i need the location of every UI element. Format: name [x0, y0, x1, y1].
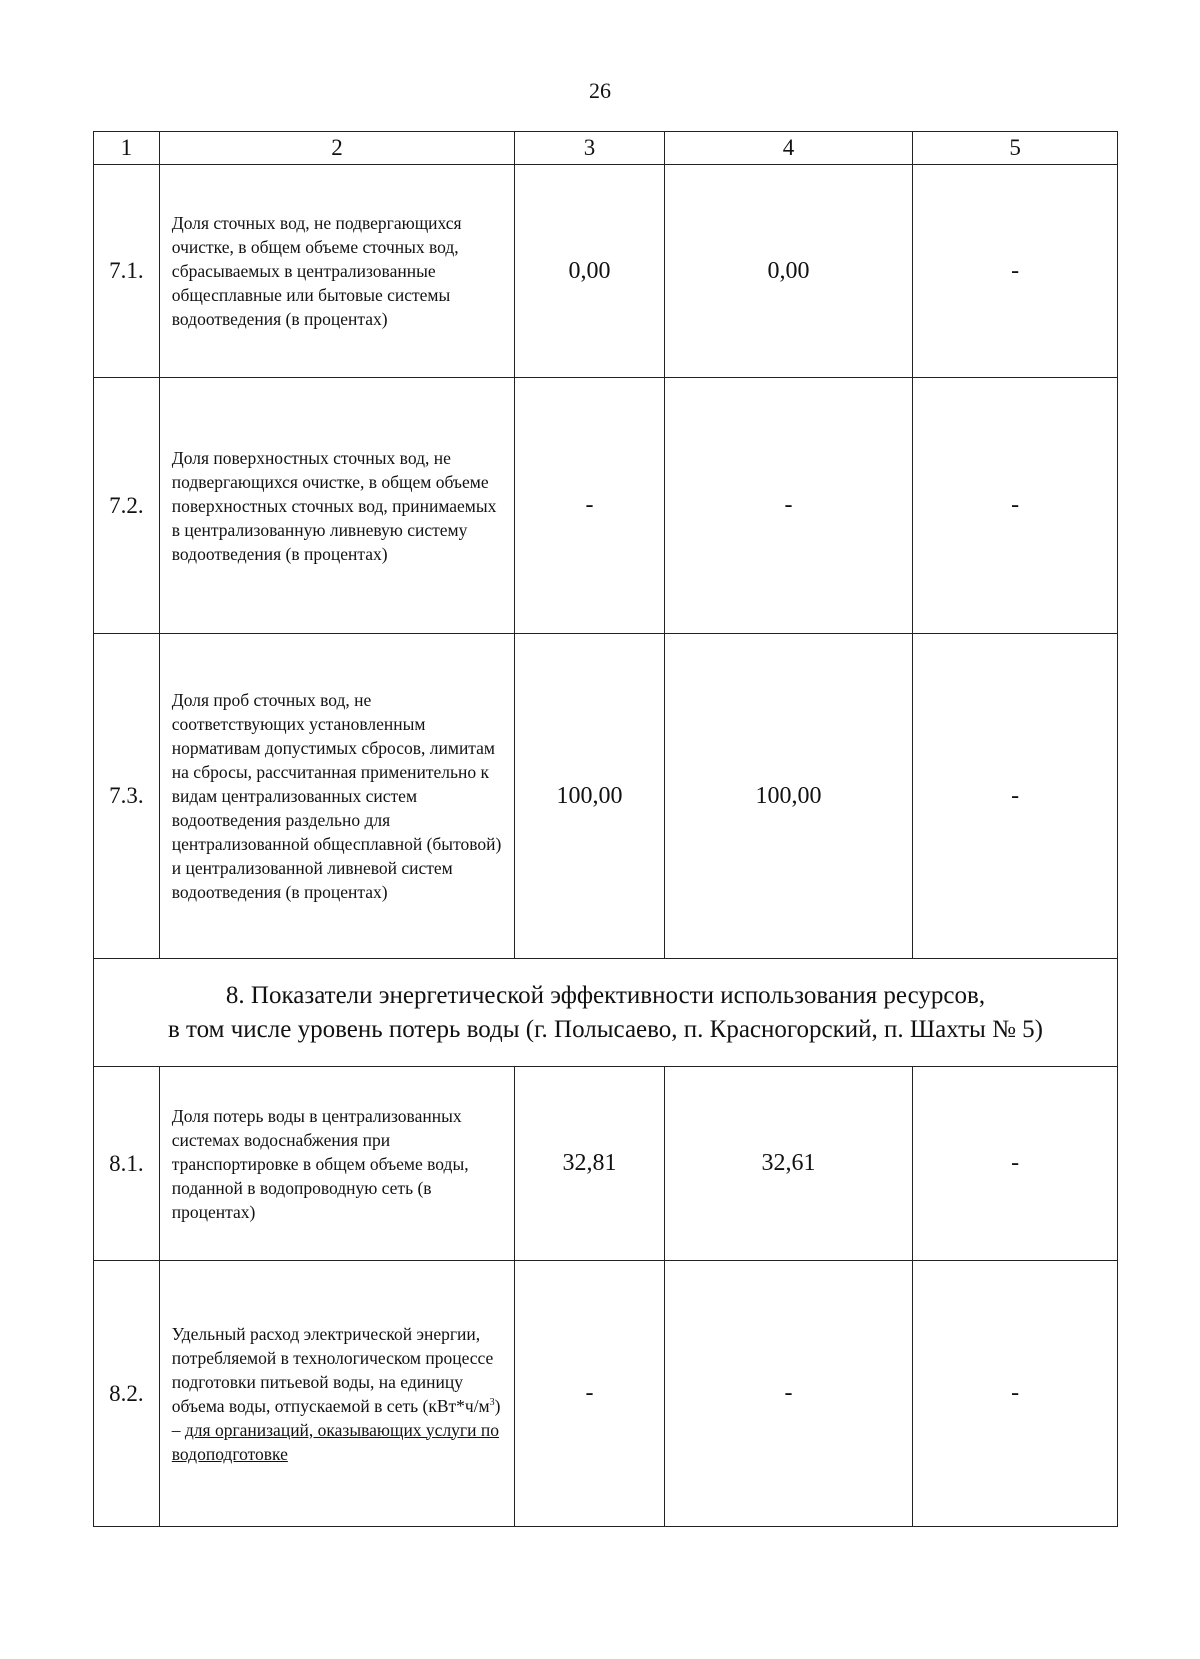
table-row-8-1	[94, 1067, 1118, 1261]
value-col-3: -	[515, 1261, 665, 1527]
row-number: 7.2.	[94, 378, 160, 634]
value-col-4: 100,00	[664, 634, 912, 959]
section-8-title-line-2: в том числе уровень потерь воды (г. Полысаево, п. Красногорский, п. Шахты № 5)	[167, 1015, 1043, 1043]
value-col-4: -	[664, 1261, 912, 1527]
table-row-8-2	[94, 1261, 1118, 1527]
row-description	[159, 1261, 514, 1527]
row-number: 8.2.	[94, 1261, 160, 1527]
row-description: Доля проб сточных вод, не соответствующих установленным нормативам допустимых сбросов, лимитам на сбросы, рассчитанная применительно к видам централизованных систем водоотведения раздельно для централизованной общесплавной (бытовой) и централизованной ливневой систем водоотведения (в процентах)	[159, 634, 514, 959]
value-col-5: -	[913, 165, 1118, 378]
row-number: 7.3.	[94, 634, 160, 959]
header-col-5: 5	[913, 132, 1118, 165]
header-col-2: 2	[159, 132, 514, 165]
section-8-title	[94, 959, 1118, 1067]
value-col-5: -	[913, 378, 1118, 634]
page-number: 26	[589, 78, 611, 103]
table-row-7-1	[94, 165, 1118, 378]
description-main: Удельный расход электрической энергии, потребляемой в технологическом процессе подготовки питьевой воды, на единицу объема воды, отпускаемой в сеть (кВт*ч/м	[171, 1323, 494, 1416]
value-col-4: 32,61	[664, 1067, 912, 1261]
description-superscript: 3	[489, 1396, 495, 1408]
value-col-5: -	[913, 634, 1118, 959]
value-col-3: 32,81	[515, 1067, 665, 1261]
table-row-7-3	[94, 634, 1118, 959]
value-col-3: 100,00	[515, 634, 665, 959]
value-col-5: -	[913, 1261, 1118, 1527]
row-description: Доля поверхностных сточных вод, не подвергающихся очистке, в общем объеме поверхностных сточных вод, принимаемых в централизованную ливневую систему водоотведения (в процентах)	[159, 378, 514, 634]
table-row-7-2	[94, 378, 1118, 634]
indicators-table	[93, 131, 1118, 1527]
header-col-4: 4	[664, 132, 912, 165]
value-col-3: 0,00	[515, 165, 665, 378]
description-tail: ) –	[171, 1395, 501, 1440]
description-underlined: для организаций, оказывающих услуги по водоподготовке	[171, 1419, 499, 1464]
header-row	[94, 132, 1118, 165]
value-col-4: 0,00	[664, 165, 912, 378]
section-8-title-line-1: 8. Показатели энергетической эффективности использования ресурсов,	[225, 981, 986, 1009]
row-description: Доля потерь воды в централизованных системах водоснабжения при транспортировке в общем объеме воды, поданной в водопроводную сеть (в процентах)	[159, 1067, 514, 1261]
row-number: 8.1.	[94, 1067, 160, 1261]
header-col-1: 1	[94, 132, 160, 165]
header-col-3: 3	[515, 132, 665, 165]
row-number: 7.1.	[94, 165, 160, 378]
row-description: Доля сточных вод, не подвергающихся очистке, в общем объеме сточных вод, сбрасываемых в централизованные общесплавные или бытовые системы водоотведения (в процентах)	[159, 165, 514, 378]
value-col-3: -	[515, 378, 665, 634]
value-col-4: -	[664, 378, 912, 634]
section-8-header-row	[94, 959, 1118, 1067]
value-col-5: -	[913, 1067, 1118, 1261]
